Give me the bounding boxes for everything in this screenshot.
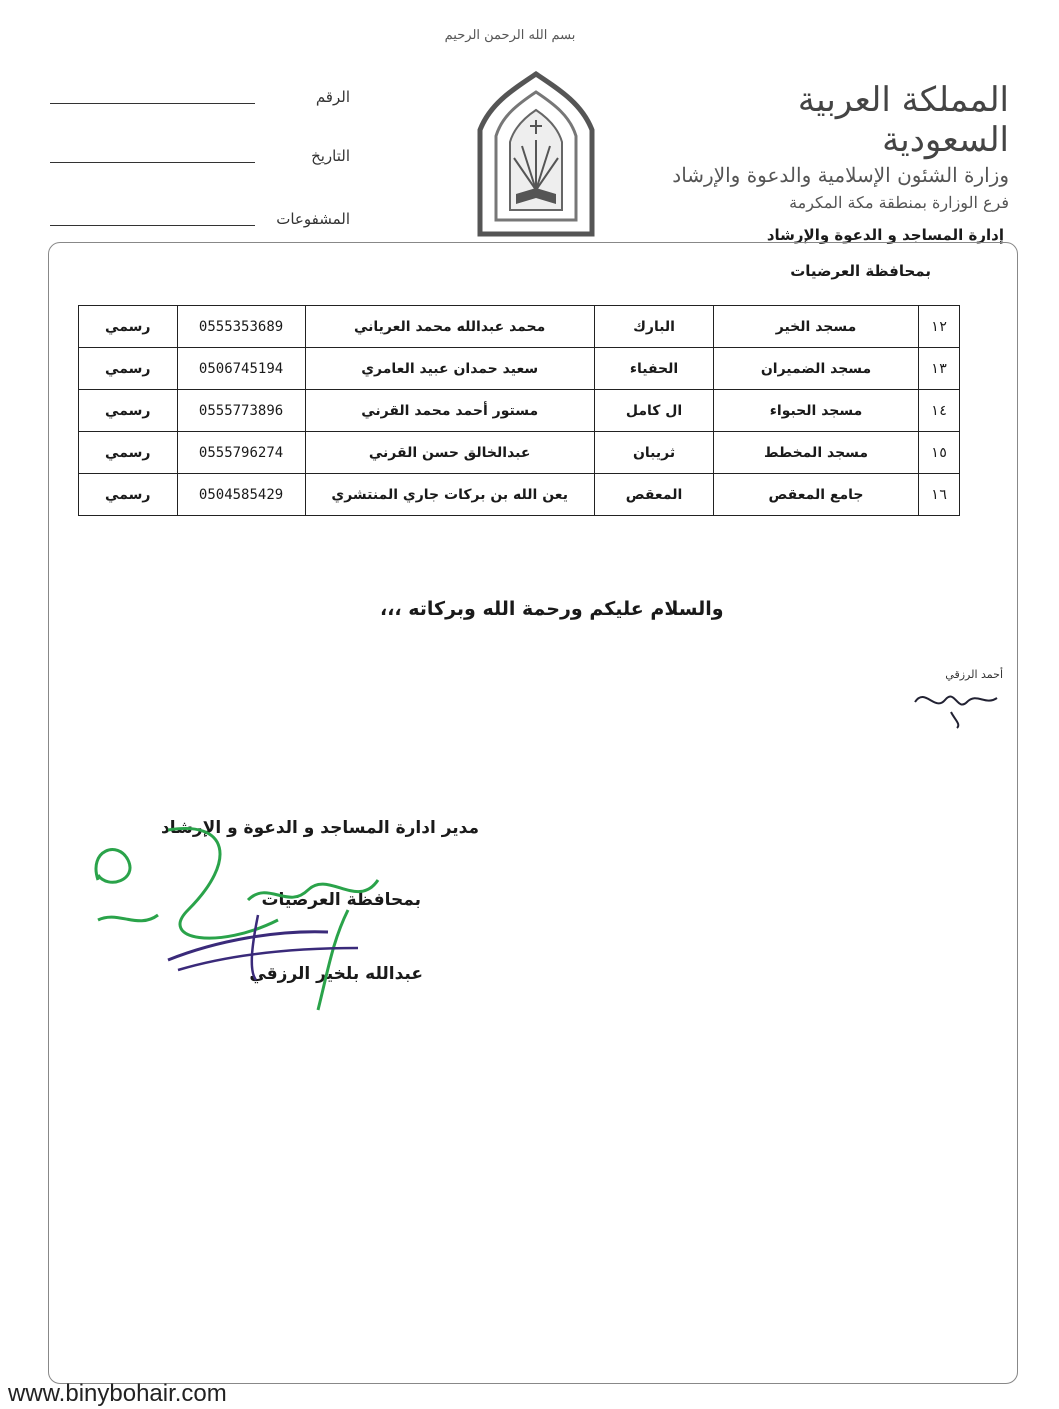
- phone-cell: 0504585429: [177, 474, 305, 516]
- phone-cell: 0555353689: [177, 306, 305, 348]
- closing-greeting: والسلام عليكم ورحمة الله وبركاته ،،،: [380, 598, 724, 620]
- date-label: التاريخ: [311, 147, 350, 165]
- row-number: ١٥: [918, 432, 959, 474]
- status-cell: رسمي: [79, 306, 178, 348]
- mosque-cell: مسجد المخطط: [714, 432, 918, 474]
- table-row: [79, 306, 960, 348]
- manager-title: مدير ادارة المساجد و الدعوة و الإرشاد: [161, 818, 479, 838]
- manager-signature-icon: [78, 820, 398, 1020]
- status-cell: رسمي: [79, 474, 178, 516]
- ministry-title: وزارة الشئون الإسلامية والدعوة والإرشاد: [672, 163, 1009, 187]
- number-label: الرقم: [315, 88, 350, 106]
- imam-name-cell: محمد عبدالله محمد العرياني: [305, 306, 594, 348]
- basmala: بسم الله الرحمن الرحيم: [444, 28, 576, 43]
- reviewer-signature: [905, 662, 1015, 732]
- row-number: ١٣: [918, 348, 959, 390]
- row-number: ١٤: [918, 390, 959, 432]
- table-row: [79, 474, 960, 516]
- table-row: [79, 348, 960, 390]
- imam-name-cell: سعيد حمدان عبيد العامري: [305, 348, 594, 390]
- imam-name-cell: مستور أحمد محمد القرني: [305, 390, 594, 432]
- row-number: ١٦: [918, 474, 959, 516]
- mosque-table: [78, 305, 960, 516]
- location-cell: ال كامل: [594, 390, 714, 432]
- ministry-emblem-icon: [472, 70, 600, 238]
- phone-cell: 0555773896: [177, 390, 305, 432]
- table-row: [79, 432, 960, 474]
- location-cell: المعقص: [594, 474, 714, 516]
- kingdom-title: المملكة العربية السعودية: [797, 80, 1009, 160]
- imam-name-cell: عبدالخالق حسن القرني: [305, 432, 594, 474]
- status-cell: رسمي: [79, 348, 178, 390]
- status-cell: رسمي: [79, 432, 178, 474]
- location-cell: ثريبان: [594, 432, 714, 474]
- watermark: www.binybohair.com: [8, 1380, 227, 1407]
- letterhead-title-block: [669, 80, 1009, 216]
- mosque-cell: جامع المعقص: [714, 474, 918, 516]
- table-row: [79, 390, 960, 432]
- governorate-title: بمحافظة العرضيات: [790, 262, 931, 280]
- location-cell: الحفياء: [594, 348, 714, 390]
- status-cell: رسمي: [79, 390, 178, 432]
- department-title: إدارة المساجد و الدعوة والإرشاد: [766, 226, 1004, 244]
- manager-name: عبدالله بلخير الرزقي: [249, 964, 423, 984]
- reviewer-name: أحمد الرزقي: [945, 668, 1003, 681]
- mosque-cell: مسجد الضميران: [714, 348, 918, 390]
- mosque-cell: مسجد الخير: [714, 306, 918, 348]
- branch-title: فرع الوزارة بمنطقة مكة المكرمة: [789, 193, 1009, 212]
- phone-cell: 0555796274: [177, 432, 305, 474]
- number-field: [50, 84, 350, 108]
- location-cell: البارك: [594, 306, 714, 348]
- imam-name-cell: يعن الله بن بركات جاري المنتشري: [305, 474, 594, 516]
- attachments-label: المشفوعات: [276, 210, 350, 228]
- date-field: [50, 143, 350, 167]
- attachments-field: [50, 206, 350, 230]
- row-number: ١٢: [918, 306, 959, 348]
- manager-governorate: بمحافظة العرضيات: [261, 890, 421, 910]
- phone-cell: 0506745194: [177, 348, 305, 390]
- mosque-cell: مسجد الحبواء: [714, 390, 918, 432]
